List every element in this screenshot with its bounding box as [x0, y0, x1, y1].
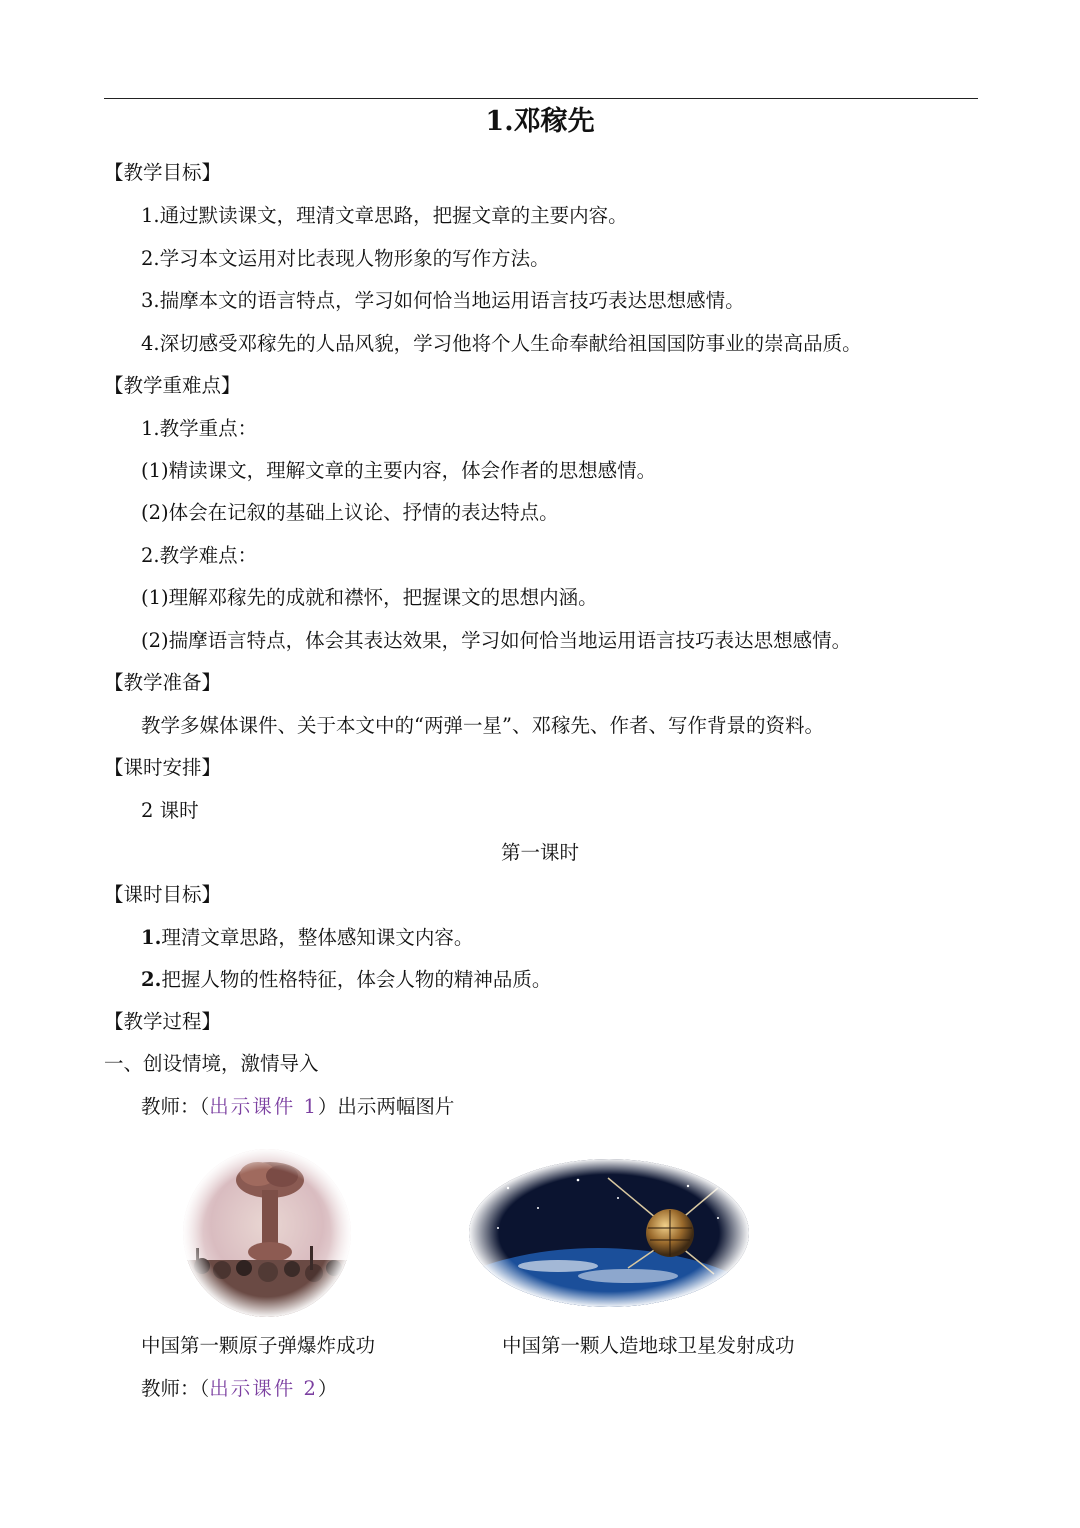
key-point-item-1: (1)精读课文，理解文章的主要内容，体会作者的思想感情。 — [141, 459, 657, 482]
preparation-heading: 【教学准备】 — [104, 671, 222, 694]
teacher-prefix: 教师：（ — [141, 1095, 210, 1118]
preparation-text: 教学多媒体课件、关于本文中的“两弹一星”、邓稼先、作者、写作背景的资料。 — [141, 714, 824, 737]
lesson-goal-item-2 — [141, 965, 551, 995]
caption-satellite: 中国第一颗人造地球卫星发射成功 — [502, 1334, 795, 1357]
process-heading: 【教学过程】 — [104, 1010, 222, 1033]
caption-atomic-bomb: 中国第一颗原子弹爆炸成功 — [141, 1334, 376, 1357]
teacher-suffix: ） — [317, 1377, 338, 1400]
schedule-text: 2 课时 — [141, 799, 199, 822]
teacher-prefix: 教师：（ — [141, 1377, 210, 1400]
key-points-label: 1.教学重点： — [141, 417, 258, 440]
teacher-line-1 — [141, 1092, 454, 1122]
lesson-title: 第一课时 — [500, 841, 579, 864]
goals-heading: 【教学目标】 — [104, 161, 222, 184]
courseware-1-link[interactable]: 出示课件 1 — [209, 1095, 318, 1118]
goal-item-1: 1.通过默读课文，理清文章思路，把握文章的主要内容。 — [141, 204, 628, 227]
teacher-line-2 — [141, 1374, 337, 1404]
lesson-goal-text: 理清文章思路，整体感知课文内容。 — [161, 926, 474, 949]
teacher-suffix: ）出示两幅图片 — [317, 1095, 455, 1118]
lesson-goal-item-1 — [141, 923, 473, 953]
page-title: 1.邓稼先 — [485, 106, 595, 137]
lesson-goal-text: 把握人物的性格特征，体会人物的精神品质。 — [161, 968, 552, 991]
lesson-goals-heading: 【课时目标】 — [104, 883, 222, 906]
difficulty-item-1: (1)理解邓稼先的成就和襟怀，把握课文的思想内涵。 — [141, 586, 598, 609]
goal-item-3: 3.揣摩本文的语言特点，学习如何恰当地运用语言技巧表达思想感情。 — [141, 289, 745, 312]
courseware-2-link[interactable]: 出示课件 2 — [209, 1377, 318, 1400]
goal-item-4: 4.深切感受邓稼先的人品风貌，学习他将个人生命奉献给祖国国防事业的崇高品质。 — [141, 332, 862, 355]
step-1-heading: 一、创设情境，激情导入 — [104, 1052, 319, 1075]
lesson-goal-number: 1. — [141, 926, 162, 949]
lesson-goal-number: 2. — [141, 968, 162, 991]
key-points-heading: 【教学重难点】 — [104, 374, 241, 397]
difficulty-label: 2.教学难点： — [141, 544, 258, 567]
header-rule — [104, 98, 978, 99]
satellite-image — [468, 1158, 750, 1308]
atomic-bomb-image — [182, 1148, 352, 1318]
key-point-item-2: (2)体会在记叙的基础上议论、抒情的表达特点。 — [141, 501, 559, 524]
schedule-heading: 【课时安排】 — [104, 756, 222, 779]
difficulty-item-2: (2)揣摩语言特点，体会其表达效果，学习如何恰当地运用语言技巧表达思想感情。 — [141, 629, 852, 652]
goal-item-2: 2.学习本文运用对比表现人物形象的写作方法。 — [141, 247, 550, 270]
